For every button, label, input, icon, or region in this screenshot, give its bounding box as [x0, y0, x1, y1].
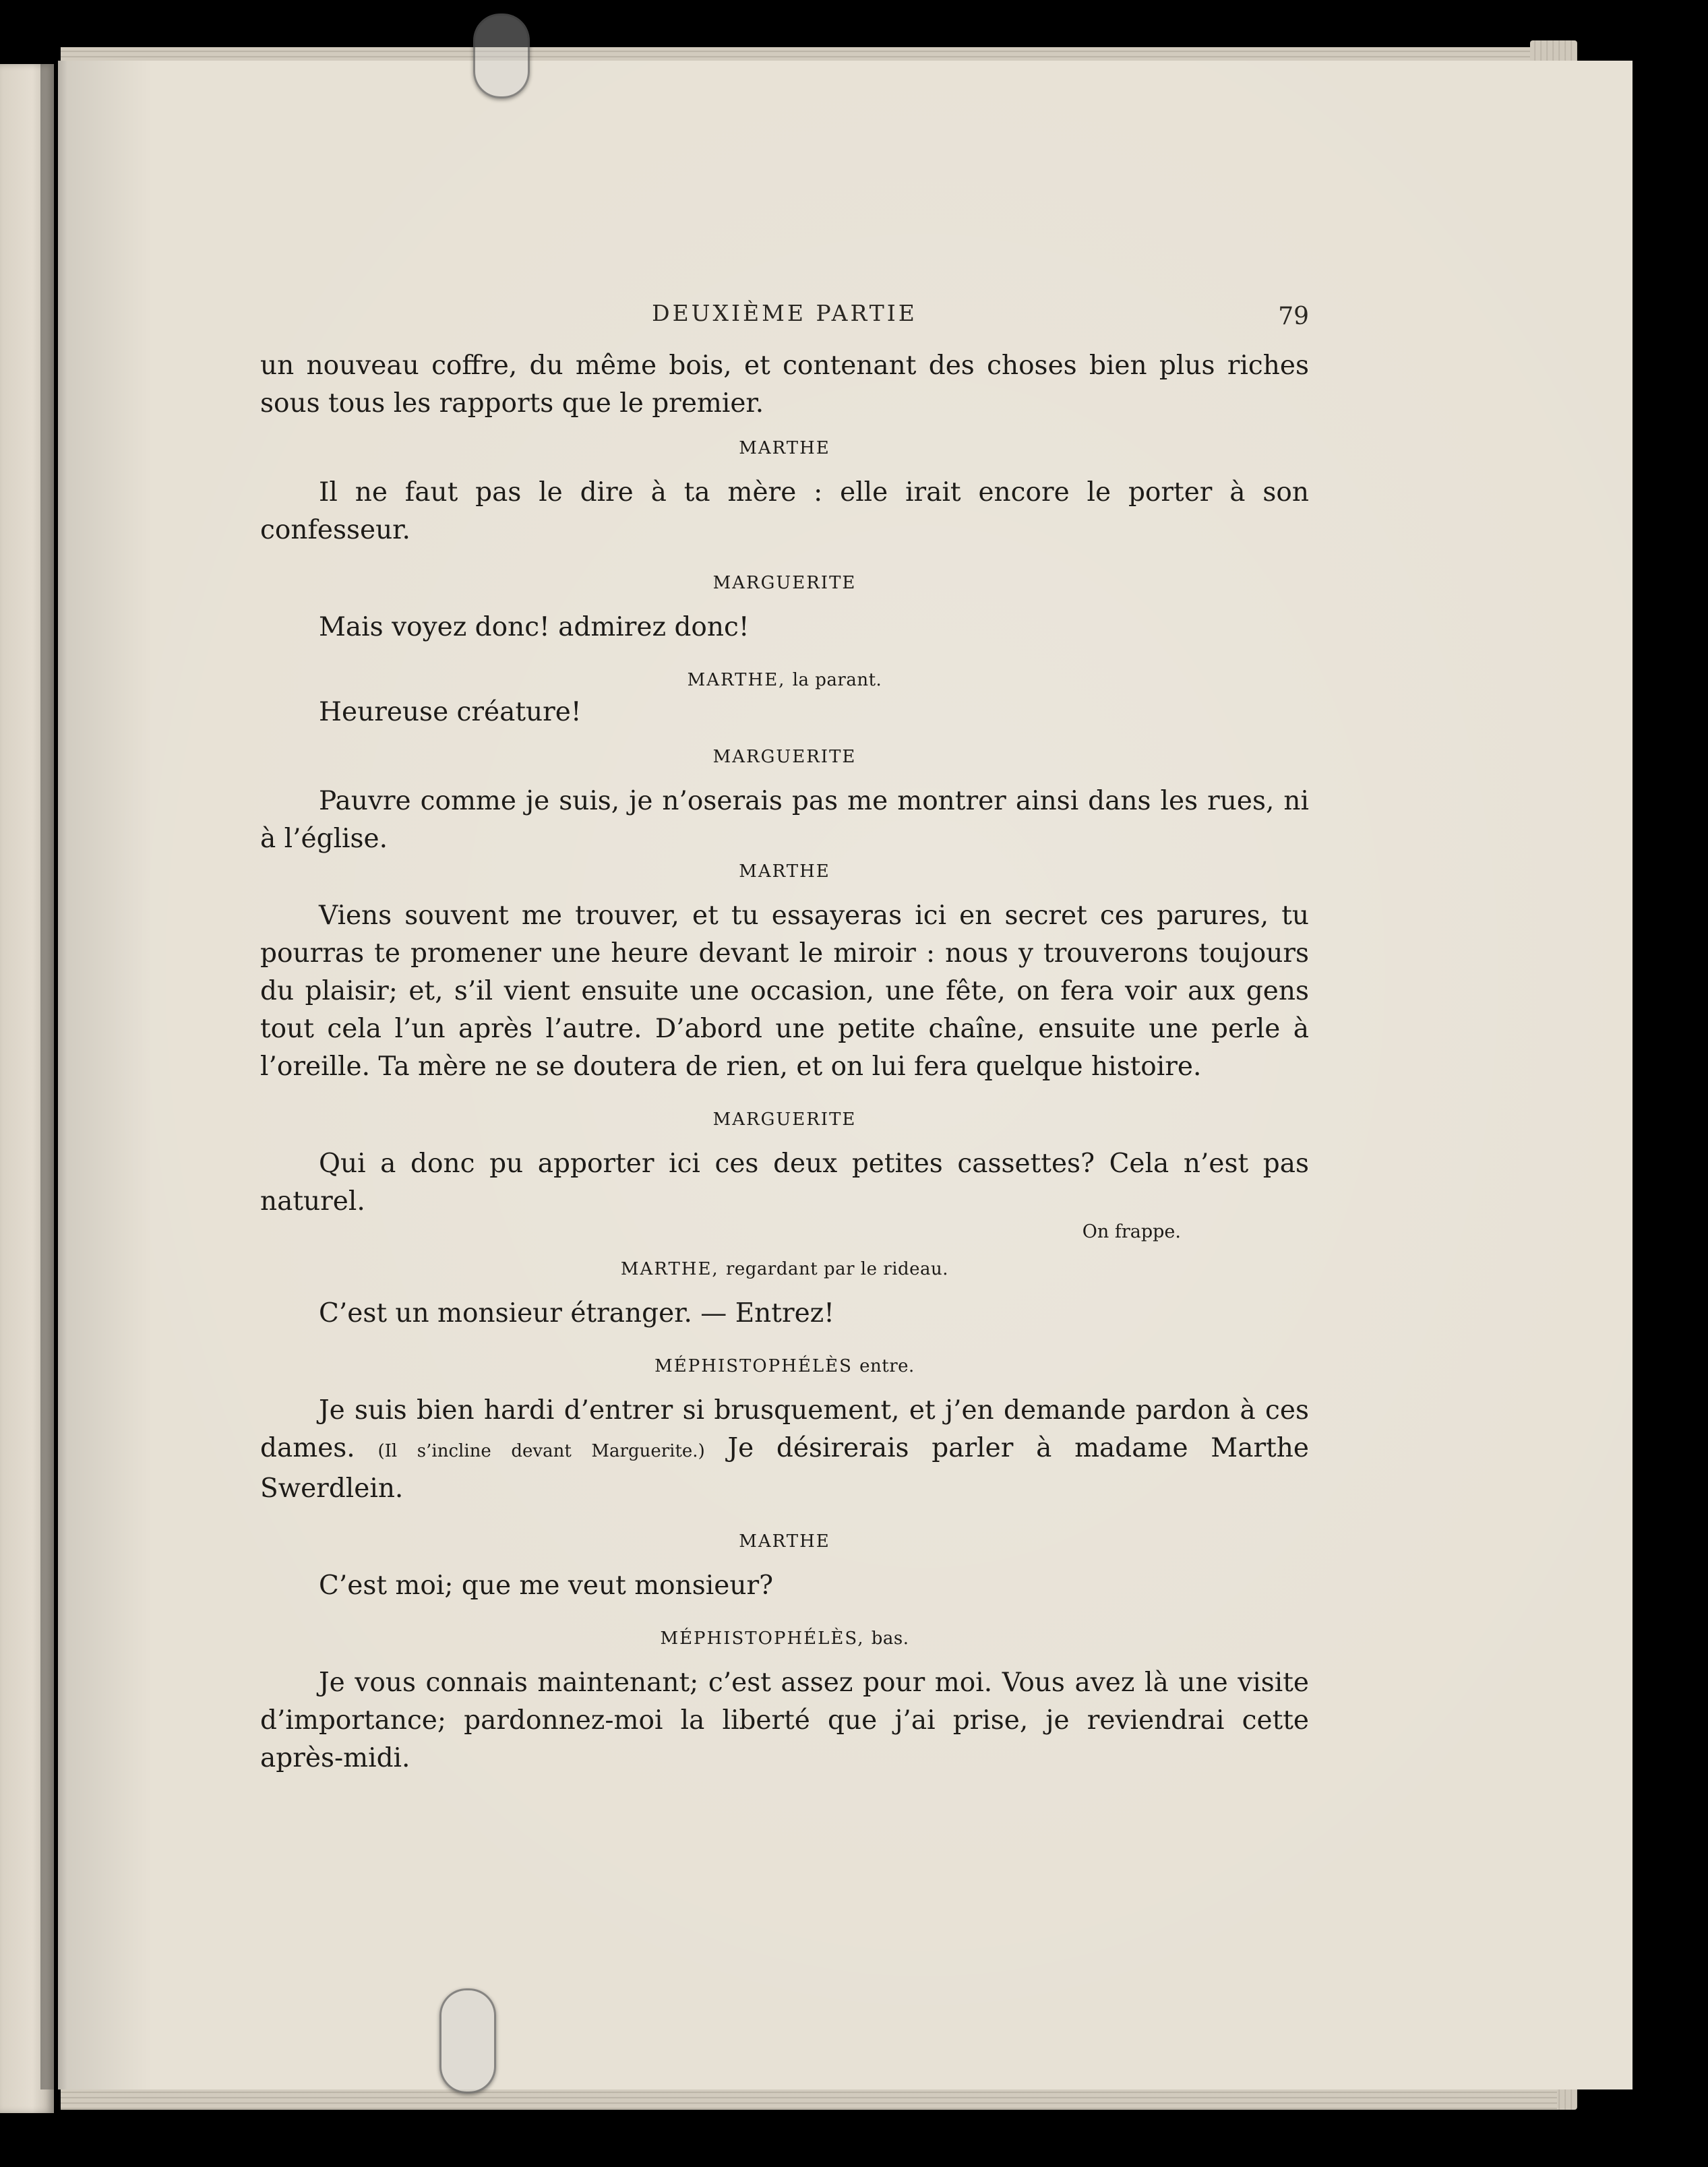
paragraph: [260, 1392, 1309, 1508]
speaker-name: MARTHE: [739, 1531, 830, 1552]
stage-direction: bas.: [871, 1628, 909, 1649]
page-clip-bottom: [439, 1988, 496, 2094]
speaker-name: MARTHE: [739, 861, 830, 882]
speaker-name: MÉPHISTOPHÉLÈS: [654, 1356, 853, 1376]
book-gutter: [40, 61, 67, 2089]
stage-direction: entre.: [859, 1356, 915, 1376]
paragraph: Heureuse créature!: [319, 697, 582, 727]
paragraph: Pauvre comme je suis, je n’oserais pas me montrer ainsi dans les rues, ni à l’église.: [260, 786, 1309, 854]
speaker-line: [260, 1625, 1309, 1652]
paragraph: C’est un monsieur étranger. — Entrez!: [319, 1298, 834, 1329]
paragraph: Je vous connais maintenant; c’est assez pour moi. Vous avez là une visite d’importance; pardonnez-moi la liberté que j’ai prise, je reviendrai cette après-midi.: [260, 1668, 1309, 1773]
speaker-name: MARTHE,: [687, 670, 786, 690]
speaker-line: [260, 667, 1309, 694]
speaker-name: MARGUERITE: [712, 573, 857, 593]
paragraph: C’est moi; que me veut monsieur?: [319, 1570, 774, 1601]
speaker-line: [260, 1353, 1309, 1380]
stage-direction: (Il s’incline devant Marguerite.): [377, 1441, 705, 1461]
page-clip-top: [473, 13, 530, 98]
body-text: [260, 347, 1309, 1777]
stage-direction: la parant.: [792, 670, 882, 690]
speaker-line: [260, 1256, 1309, 1283]
paragraph: Il ne faut pas le dire à ta mère : elle irait encore le porter à son confesseur.: [260, 477, 1309, 545]
speaker-name: MÉPHISTOPHÉLÈS,: [660, 1628, 865, 1649]
page-number: 79: [1278, 303, 1309, 330]
paragraph: Qui a donc pu apporter ici ces deux petites cassettes? Cela n’est pas naturel.: [260, 1149, 1309, 1217]
running-head: DEUXIÈME PARTIE: [652, 300, 917, 326]
paragraph: Mais voyez donc! admirez donc!: [319, 612, 750, 642]
paragraph: un nouveau coffre, du même bois, et contenant des choses bien plus riches sous tous les rapports que le premier.: [260, 350, 1309, 419]
paragraph: Viens souvent me trouver, et tu essayeras ici en secret ces parures, tu pourras te promener une heure devant le miroir : nous y trouverons toujours du plaisir; et, s’il vient ensuite une occasion, une fête, on fera voir aux gens tout cela l’un après l’autre. D’abord une petite chaîne, ensuite une perle à l’oreille. Ta mère ne se doutera de rien, et on lui fera quelque histoire.: [260, 901, 1309, 1082]
stage-direction: On frappe.: [1082, 1221, 1181, 1242]
speaker-name: MARGUERITE: [712, 747, 857, 767]
speaker-name: MARGUERITE: [712, 1109, 857, 1130]
page-header: [260, 300, 1309, 340]
speaker-name: MARTHE: [739, 438, 830, 458]
speaker-name: MARTHE,: [620, 1259, 719, 1279]
stage-direction: regardant par le rideau.: [725, 1259, 949, 1279]
paragraph-text: Je suis bien hardi d’entrer si brusquement, et j’en demande pardon à ces dames.: [260, 1395, 1309, 1463]
paragraph-text: Je désirerais parler à madame Marthe Swerdlein.: [260, 1433, 1310, 1504]
